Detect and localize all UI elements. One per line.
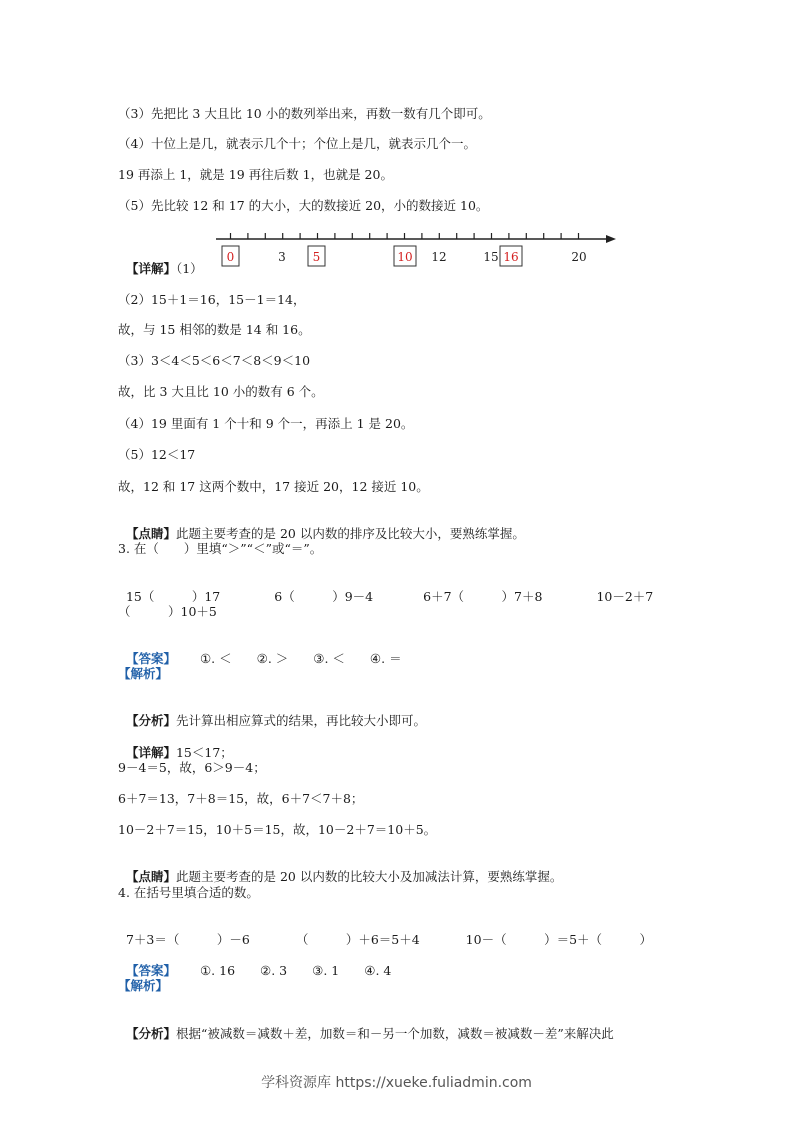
answer-tag: 【答案】 (125, 651, 176, 666)
number-line-ticks (231, 233, 579, 239)
detail-line-4: （4）19 里面有 1 个十和 9 个一，再添上 1 是 20。 (118, 416, 414, 431)
detail-line-3: （3）3＜4＜5＜6＜7＜8＜9＜10 (118, 353, 311, 368)
q4-answer-line (118, 947, 391, 979)
question-4-row (118, 916, 652, 948)
q3-answer-line (118, 635, 402, 667)
q3-detail-line-3: 6＋7＝13，7＋8＝15，故，6＋7＜7＋8； (118, 791, 364, 806)
label-20: 20 (571, 250, 587, 264)
detail-line-2b: 故，与 15 相邻的数是 14 和 16。 (118, 322, 311, 337)
q3-dianjing: 此题主要考查的是 20 以内数的比较大小及加减法计算，要熟练掌握。 (175, 869, 563, 884)
q4-jiexi-line: 【解析】 (118, 978, 169, 993)
q3-item-d: 10－2＋7 (596, 589, 654, 604)
q3-jiexi-line: 【解析】 (118, 666, 169, 681)
q3-detail: 15＜17； (175, 745, 233, 760)
question-3-row-2: （ ）10＋5 (118, 604, 217, 619)
q3-detail-line-2: 9－4＝5，故，6＞9－4； (118, 760, 266, 775)
detail-line-1 (118, 245, 203, 277)
q3-answer: ①. ＜ ②. ＞ ③. ＜ ④. ＝ (199, 651, 402, 666)
q4-fenxi-line (118, 1010, 614, 1042)
question-3-title: 3. 在（ ）里填“＞”“＜”或“＝”。 (118, 541, 323, 556)
detail-line-2: （2）15＋1＝16，15－1＝14， (118, 292, 306, 307)
q4-item-a: 7＋3＝（ ）－6 (125, 932, 250, 947)
explanation-line-5: （5）先比较 12 和 17 的大小，大的数接近 20，小的数接近 10。 (118, 198, 489, 213)
dianjing-text: 此题主要考查的是 20 以内数的排序及比较大小，要熟练掌握。 (175, 526, 525, 541)
answer-tag-2: 【答案】 (125, 963, 176, 978)
label-0: 0 (226, 250, 235, 264)
question-4-title: 4. 在括号里填合适的数。 (118, 885, 259, 900)
detail-line-5: （5）12＜17 (118, 447, 196, 462)
q3-fenxi: 先计算出相应算式的结果，再比较大小即可。 (175, 713, 426, 728)
explanation-line-4b: 19 再添上 1，就是 19 再往后数 1，也就是 20。 (118, 167, 393, 182)
q4-answer: ①. 16 ②. 3 ③. 1 ④. 4 (199, 963, 392, 978)
label-16: 16 (503, 250, 519, 264)
fenxi-tag-2: 【分析】 (125, 1026, 176, 1041)
label-10: 10 (397, 250, 413, 264)
q3-item-c: 6＋7（ ）7＋8 (423, 589, 543, 604)
q3-detail-line (118, 729, 233, 761)
fenxi-tag: 【分析】 (125, 713, 176, 728)
question-3-row (118, 573, 653, 605)
dianjing-line-1 (118, 510, 525, 542)
q3-item-b: 6（ ）9－4 (274, 589, 374, 604)
page-footer: 学科资源库 https://xueke.fuliadmin.com (261, 1075, 532, 1091)
label-3: 3 (278, 250, 286, 264)
detail-tag-2: 【详解】 (125, 745, 176, 760)
detail-number: （1） (175, 261, 203, 276)
label-15: 15 (483, 250, 499, 264)
label-5: 5 (312, 250, 321, 264)
dianjing-tag: 【点睛】 (125, 526, 176, 541)
q4-item-c: 10－（ ）＝5＋（ ） (465, 932, 653, 947)
explanation-line-4: （4）十位上是几，就表示几个十；个位上是几，就表示几个一。 (118, 136, 476, 151)
label-12: 12 (431, 250, 447, 264)
detail-line-3b: 故，比 3 大且比 10 小的数有 6 个。 (118, 384, 324, 399)
q3-dianjing-line (118, 853, 562, 885)
dianjing-tag-2: 【点睛】 (125, 869, 176, 884)
q4-fenxi: 根据“被减数＝减数＋差，加数＝和－另一个加数，减数＝被减数－差”来解决此 (175, 1026, 614, 1041)
detail-tag: 【详解】 (125, 261, 176, 276)
q3-item-a: 15（ ）17 (125, 589, 221, 604)
explanation-line-3: （3）先把比 3 大且比 10 小的数列举出来，再数一数有几个即可。 (118, 106, 491, 121)
q3-fenxi-line (118, 697, 426, 729)
q3-detail-line-4: 10－2＋7＝15，10＋5＝15，故，10－2＋7＝10＋5。 (118, 822, 437, 837)
number-line (212, 230, 622, 272)
detail-line-5b: 故，12 和 17 这两个数中，17 接近 20，12 接近 10。 (118, 479, 429, 494)
number-line-arrow (606, 235, 616, 243)
q4-item-b: （ ）＋6＝5＋4 (295, 932, 420, 947)
